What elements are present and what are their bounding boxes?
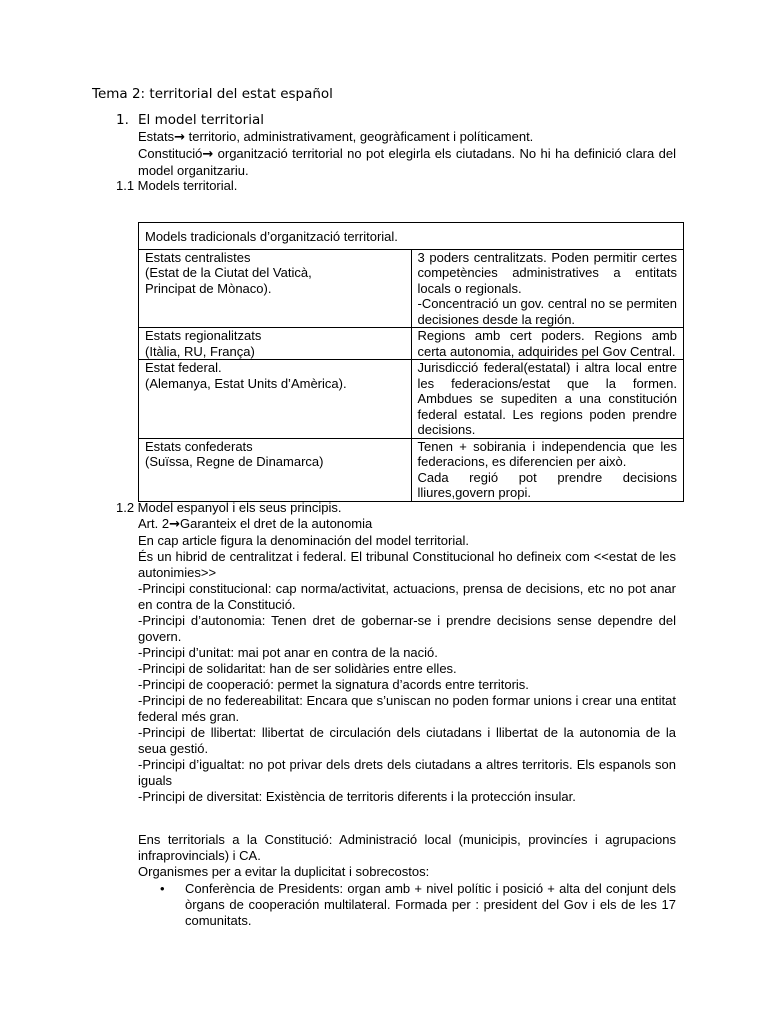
table-cell-type: [139, 438, 412, 501]
table-row: [139, 249, 684, 328]
principle-item: -Principi d’autonomia: Tenen dret de gobernar-se i prendre decisions sense dependre del govern.: [138, 613, 676, 644]
estats-term: Estats: [138, 129, 175, 144]
section-1-1-heading: 1.1 Models territorial.: [116, 178, 238, 193]
table-cell-type: [139, 249, 412, 328]
principle-item: -Principi de cooperació: permet la signatura d’acords entre territoris.: [138, 677, 529, 692]
table-cell-description: [411, 249, 684, 328]
table-cell-type: [139, 328, 412, 360]
table-cell-description: [411, 328, 684, 360]
cell-line: (Alemanya, Estat Units d’Amèrica).: [145, 375, 347, 391]
section-1-heading: [116, 112, 264, 128]
table-row: [139, 360, 684, 439]
art-2-line: [138, 516, 676, 533]
constitucio-term: Constitució: [138, 146, 203, 161]
ens-paragraph: Ens territorials a la Constitució: Administració local (municipis, provincíes i agrupacions infraprovincials) i CA.: [138, 832, 676, 863]
cell-line: Tenen + sobirania i independencia que les federacions, es diferencien per això.: [417, 438, 677, 469]
cell-line: Cada regió pot prendre decisions lliures,govern propi.: [417, 469, 677, 500]
art-label: Art. 2: [138, 516, 170, 531]
bullet-text: Conferència de Presidents: organ amb + nivel polític i posició + alta del conjunt dels òrgans de cooperación multilateral. Formada per : president del Gov i els de les 17 comunitats.: [185, 881, 676, 928]
section-1-2-heading: 1.2 Model espanyol i els seus principis.: [116, 500, 342, 515]
cell-line: -Concentració un gov. central no se permiten decisiones desde la región.: [417, 296, 677, 327]
table-row: [139, 438, 684, 501]
table-cell-type: [139, 360, 412, 439]
principle-item: -Principi de llibertat: llibertat de circulación dels ciutadans i llibertat de la autonomia de la seua gestió.: [138, 725, 676, 756]
section-1-2-body: [138, 516, 676, 805]
table-row: [139, 328, 684, 360]
cell-line: Jurisdicció federal(estatal) i altra local entre les federacions/estat que la formen. Ambdues se supediten a una constitución federal estatal. Les regions poden prendre decisions.: [417, 360, 677, 437]
table-cell-description: [411, 438, 684, 501]
constitucio-line: [138, 146, 676, 179]
principle-item: -Principi de solidaritat: han de ser solidàries entre elles.: [138, 661, 457, 676]
arrow-icon: →: [174, 130, 186, 145]
table-header-cell: Models tradicionals d’organització territorial.: [139, 223, 684, 250]
principle-item: -Principi de no federeabilitat: Encara que s’uniscan no poden formar unions i crear una entitat federal més gran.: [138, 693, 676, 724]
cell-line: Estats confederats: [145, 438, 253, 454]
cell-line: (Suïssa, Regne de Dinamarca): [145, 454, 324, 469]
estats-definition: territorio, administrativament, geogràficament i políticament.: [185, 129, 534, 144]
estats-line: [138, 129, 676, 146]
section-1-title: El model territorial: [138, 112, 264, 128]
ens-territorials-block: [138, 832, 676, 880]
paragraph: És un hibrid de centralitzat i federal. El tribunal Constitucional ho defineix com <<estat de les autonimies>>: [138, 549, 676, 580]
paragraph: En cap article figura la denominación del model territorial.: [138, 533, 469, 548]
organismes-paragraph: Organismes per a evitar la duplicitat i sobrecostos:: [138, 864, 430, 879]
cell-line: (Itàlia, RU, França): [145, 343, 255, 359]
cell-line: Estats regionalitzats: [145, 328, 262, 343]
cell-line: Estats centralistes: [145, 249, 251, 265]
art-text: Garanteix el dret de la autonomia: [179, 516, 373, 531]
section-1-body: [138, 129, 676, 179]
cell-line: Estat federal.: [145, 360, 222, 375]
cell-line: Principat de Mònaco).: [145, 280, 272, 296]
section-1-number: 1.: [116, 112, 129, 128]
table-header-row: [139, 223, 684, 250]
document-title: Tema 2: territorial del estat español: [92, 86, 333, 102]
cell-line: 3 poders centralitzats. Poden permitir certes competències administratives a entitats locals o regionals.: [417, 249, 677, 296]
principle-item: -Principi constitucional: cap norma/activitat, actuacions, prensa de decisions, etc no pot anar en contra de la Constitució.: [138, 581, 676, 612]
principle-item: -Principi d’unitat: mai pot anar en contra de la nació.: [138, 645, 438, 660]
constitucio-definition: organització territorial no pot elegirla els ciutadans. No hi ha definició clara del model organitzariu.: [138, 146, 676, 178]
models-table: [138, 222, 684, 502]
table-cell-description: [411, 360, 684, 439]
principle-item: -Principi d’igualtat: no pot privar dels drets dels ciutadans a altres territoris. Els espanols son iguals: [138, 757, 676, 788]
arrow-icon: →: [169, 517, 180, 532]
cell-line: Regions amb cert poders. Regions amb certa autonomia, adquirides pel Gov Central.: [417, 328, 677, 359]
arrow-icon: →: [202, 147, 214, 162]
bullet-icon: •: [160, 881, 165, 896]
principle-item: -Principi de diversitat: Existència de territoris diferents i la protección insular.: [138, 789, 576, 804]
cell-line: (Estat de la Ciutat del Vaticà,: [145, 265, 312, 280]
